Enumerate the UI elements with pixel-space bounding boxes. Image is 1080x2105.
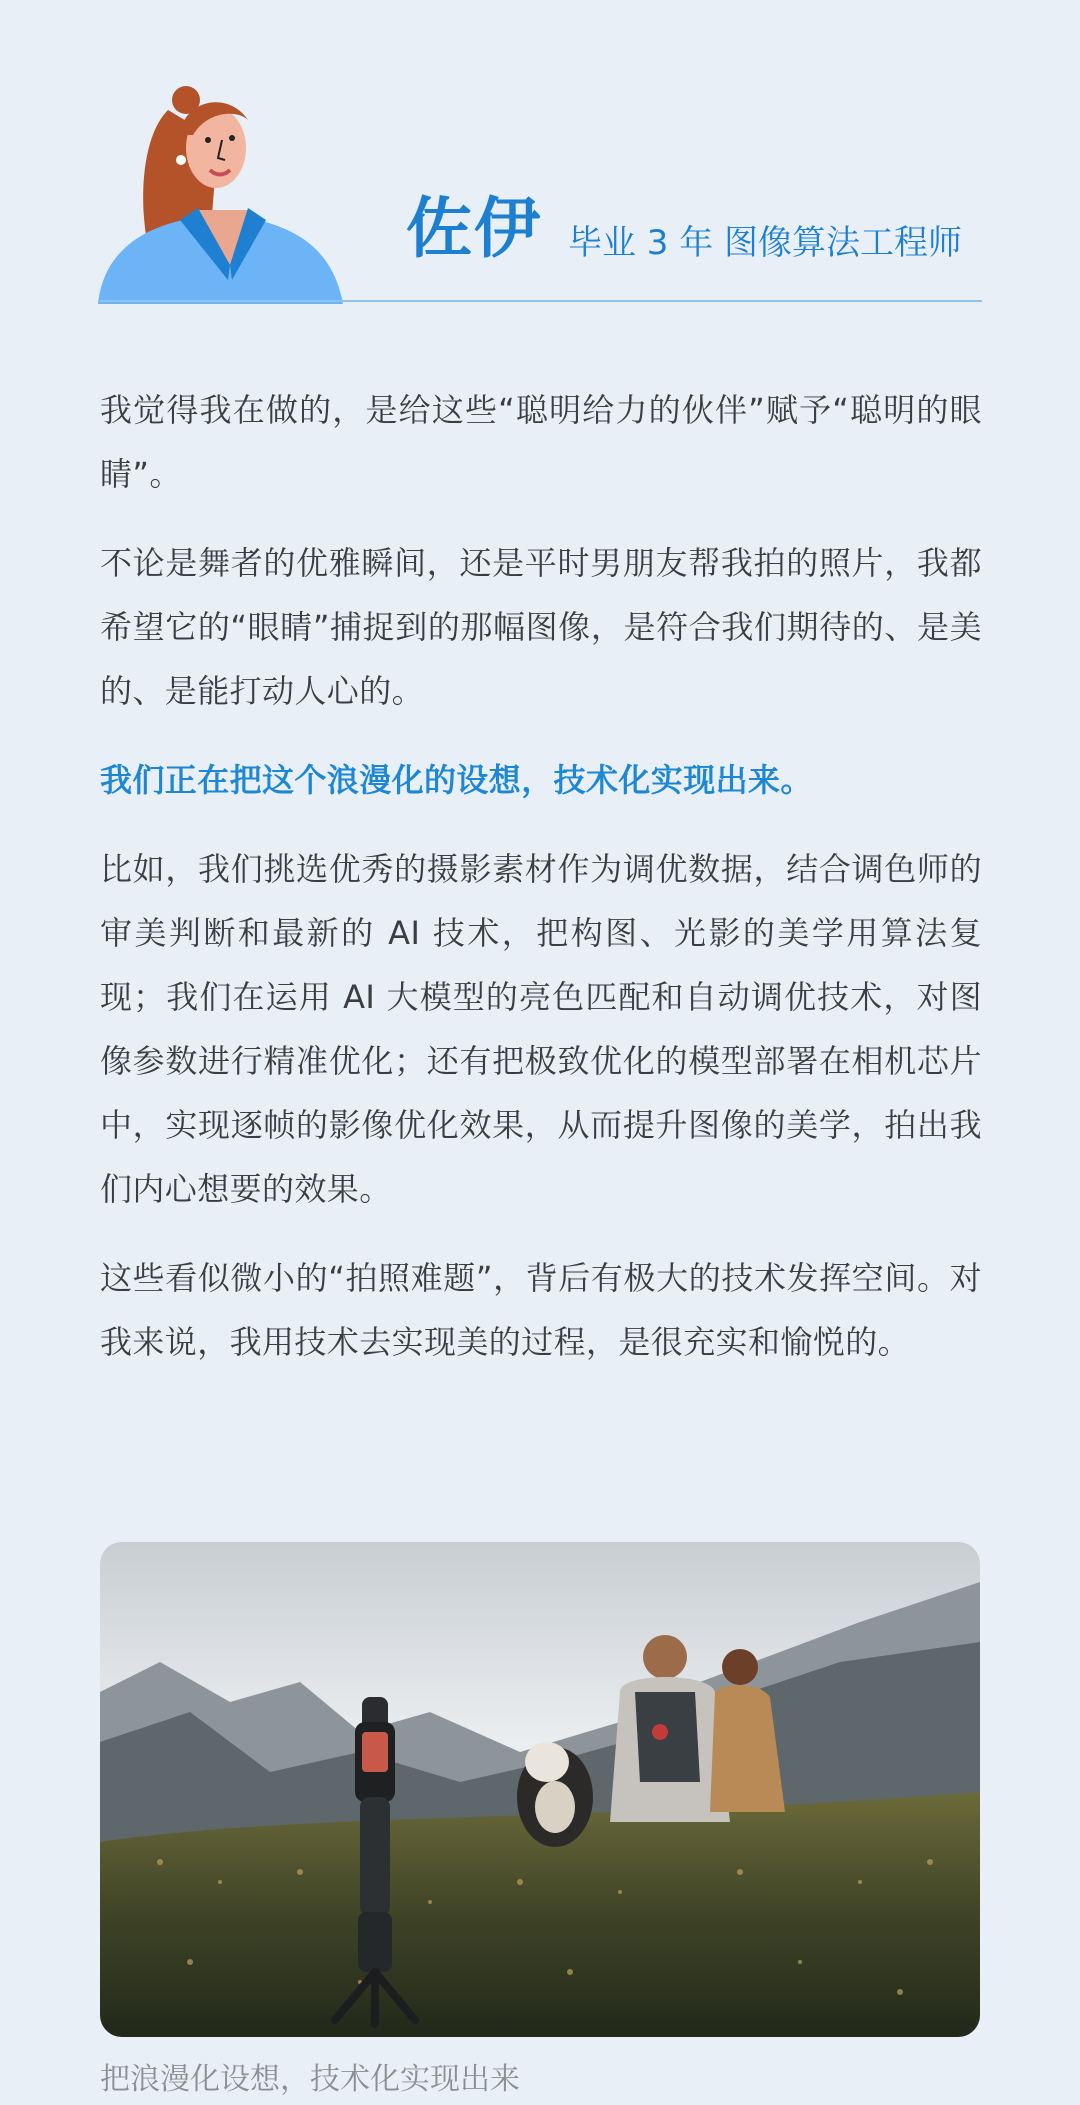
highlight-paragraph: 我们正在把这个浪漫化的设想，技术化实现出来。 xyxy=(100,761,813,799)
avatar xyxy=(98,80,348,304)
paragraph: 我觉得我在做的，是给这些“聪明给力的伙伴”赋予“聪明的眼睛”。 xyxy=(100,391,982,493)
photo-caption: 把浪漫化设想，技术化实现出来 xyxy=(100,2062,520,2097)
article-photo xyxy=(100,1542,980,2037)
paragraph: 这些看似微小的“拍照难题”，背后有极大的技术发挥空间。对我来说，我用技术去实现美的过程，是很充实和愉悦的。 xyxy=(100,1259,982,1361)
header-divider xyxy=(98,300,982,302)
profile-header xyxy=(98,80,982,304)
photo-scene xyxy=(100,1542,980,2037)
paragraph: 不论是舞者的优雅瞬间，还是平时男朋友帮我拍的照片，我都希望它的“眼睛”捕捉到的那幅图像，是符合我们期待的、是美的、是能打动人心的。 xyxy=(100,544,982,710)
profile-name: 佐伊 xyxy=(406,190,542,267)
paragraph: 比如，我们挑选优秀的摄影素材作为调优数据，结合调色师的审美判断和最新的 AI 技术，把构图、光影的美学用算法复现；我们在运用 AI 大模型的亮色匹配和自动调优技术，对图像参数进行精准优化；还有把极致优化的模型部署在相机芯片中，实现逐帧的影像优化效果，从而提升图像的美学，拍出我们内心想要的效果。 xyxy=(100,850,982,1208)
article-body xyxy=(100,378,982,1399)
profile-subtitle: 毕业 3 年 图像算法工程师 xyxy=(568,223,963,263)
